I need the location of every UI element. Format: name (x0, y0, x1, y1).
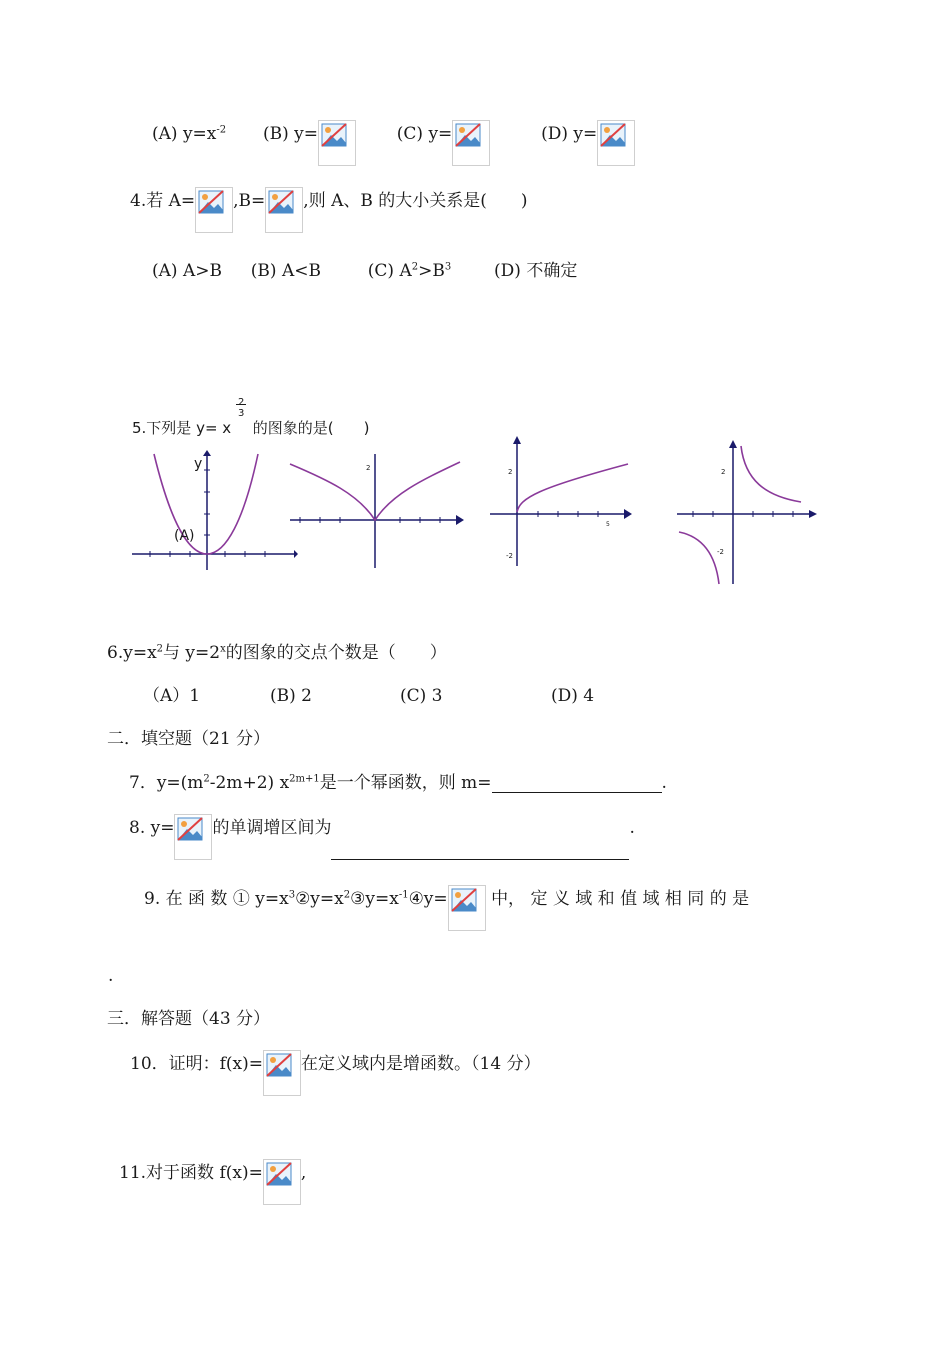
q7-end: . (661, 773, 667, 793)
q9-stem (144, 889, 749, 931)
broken-image-icon (597, 120, 635, 166)
graph-a-y-label: y (194, 456, 203, 472)
q9-tail: . (108, 966, 114, 986)
q9-exp3: -1 (398, 889, 409, 901)
q5-exponent-numerator: 2 (237, 397, 245, 408)
section-3-heading: 三．解答题（43 分） (107, 1009, 271, 1029)
q9-part3: ③y=x (350, 889, 399, 909)
q6-stem-exp2: x (220, 643, 226, 655)
q9-part2: ②y=x (295, 889, 344, 909)
q9-exp2: 2 (343, 889, 351, 901)
graph-c-tick-5: 5 (606, 521, 610, 528)
q4-option-c-part1: (C) A (367, 261, 412, 281)
q10-part2: 在定义域内是增函数。（14 分） (301, 1054, 541, 1074)
q8-answer-blank[interactable] (331, 841, 629, 860)
q4-stem (130, 191, 528, 233)
broken-image-icon (452, 120, 490, 166)
q4-stem-start: 4.若 A= (130, 191, 196, 211)
q8-stem (129, 818, 635, 860)
q6-option-d: (D) 4 (551, 686, 595, 706)
q5-graph-d (675, 440, 821, 586)
q8-end: . (629, 818, 635, 838)
q5-stem-end: 的图象的是( ) (252, 419, 370, 437)
section-2-heading: 二．填空题（21 分） (107, 729, 271, 749)
broken-image-icon (195, 187, 233, 233)
graph-d-curve-left (679, 532, 719, 584)
q7-part2: -2m+2) x (209, 773, 290, 793)
q7-answer-blank[interactable] (492, 774, 662, 793)
broken-image-icon (263, 1159, 301, 1205)
q11-part1: 11.对于函数 f(x)= (119, 1163, 263, 1183)
graph-a-label: (A) (174, 528, 195, 544)
graph-d-tick-neg2: -2 (717, 548, 724, 556)
broken-image-icon (448, 885, 486, 931)
q4-option-c-exp1: 2 (411, 261, 419, 273)
graph-a-curve (154, 454, 258, 554)
q5-exponent-fraction (236, 397, 248, 433)
q6-option-c: (C) 3 (400, 686, 443, 706)
broken-image-icon (174, 814, 212, 860)
graph-c-tick-neg2: -2 (506, 552, 513, 560)
q8-part2: 的单调增区间为 (212, 818, 332, 838)
q3-option-a-exponent: -2 (216, 124, 227, 136)
graph-c-curve (517, 464, 628, 512)
q4-option-d: (D) 不确定 (494, 261, 578, 281)
q3-option-d: (D) y= (541, 124, 598, 144)
q3-option-b: (B) y= (262, 124, 318, 144)
q4-options (152, 261, 577, 281)
q5-exponent-denominator: 3 (237, 408, 245, 419)
q6-stem-part1: 6.y=x (107, 643, 157, 663)
q4-option-a: (A) A>B (152, 261, 222, 281)
q6-stem-part3: 的图象的交点个数是（ ） (225, 643, 447, 663)
q10-part1: 10．证明：f(x)= (130, 1054, 264, 1074)
q9-part5: 中， 定 义 域 和 值 域 相 同 的 是 (491, 889, 750, 909)
q5-graph-b (288, 450, 466, 572)
q9-exp1: 3 (288, 889, 296, 901)
q7-stem (129, 773, 667, 793)
graph-b-tick-2: 2 (366, 464, 371, 472)
q9-part4: ④y= (408, 889, 448, 909)
q6-stem (107, 643, 447, 663)
q7-exp1: 2 (203, 773, 210, 785)
q6-stem-part2: 与 y=2 (163, 643, 221, 663)
q11-part2: , (300, 1163, 307, 1183)
q3-options (152, 124, 635, 166)
broken-image-icon (263, 1050, 301, 1096)
q5-graph-c (488, 436, 636, 570)
q8-part1: 8. y= (129, 818, 175, 838)
q5-graph-a (130, 450, 298, 575)
q7-exp2: 2m+1 (289, 773, 320, 785)
q9-part1: 9. 在 函 数 ① y=x (144, 889, 289, 909)
graph-d-tick-2: 2 (721, 468, 726, 476)
q7-part1: 7．y=(m (129, 773, 204, 793)
q4-option-c-part2: >B (418, 261, 445, 281)
q4-stem-mid: ,B= (233, 191, 266, 211)
graph-c-tick-2: 2 (508, 468, 513, 476)
q3-option-c: (C) y= (396, 124, 453, 144)
q6-stem-exp1: 2 (156, 643, 164, 655)
q7-part3: 是一个幂函数，则 m= (319, 773, 492, 793)
broken-image-icon (318, 120, 356, 166)
q4-option-c (368, 261, 451, 281)
q4-stem-end: ,则 A、B 的大小关系是( ) (303, 191, 528, 211)
q6-option-b: (B) 2 (270, 686, 312, 706)
graph-d-curve-right (741, 446, 801, 502)
q10-stem (130, 1054, 541, 1096)
q11-stem (119, 1163, 306, 1205)
q5-stem-start: 5.下列是 y= x (132, 419, 232, 437)
q5-stem (132, 397, 370, 438)
broken-image-icon (265, 187, 303, 233)
q6-option-a: （A）1 (143, 686, 201, 706)
q4-option-c-exp2: 3 (444, 261, 452, 273)
q4-option-b: (B) A<B (250, 261, 321, 281)
q3-option-a: (A) y=x (152, 124, 217, 144)
